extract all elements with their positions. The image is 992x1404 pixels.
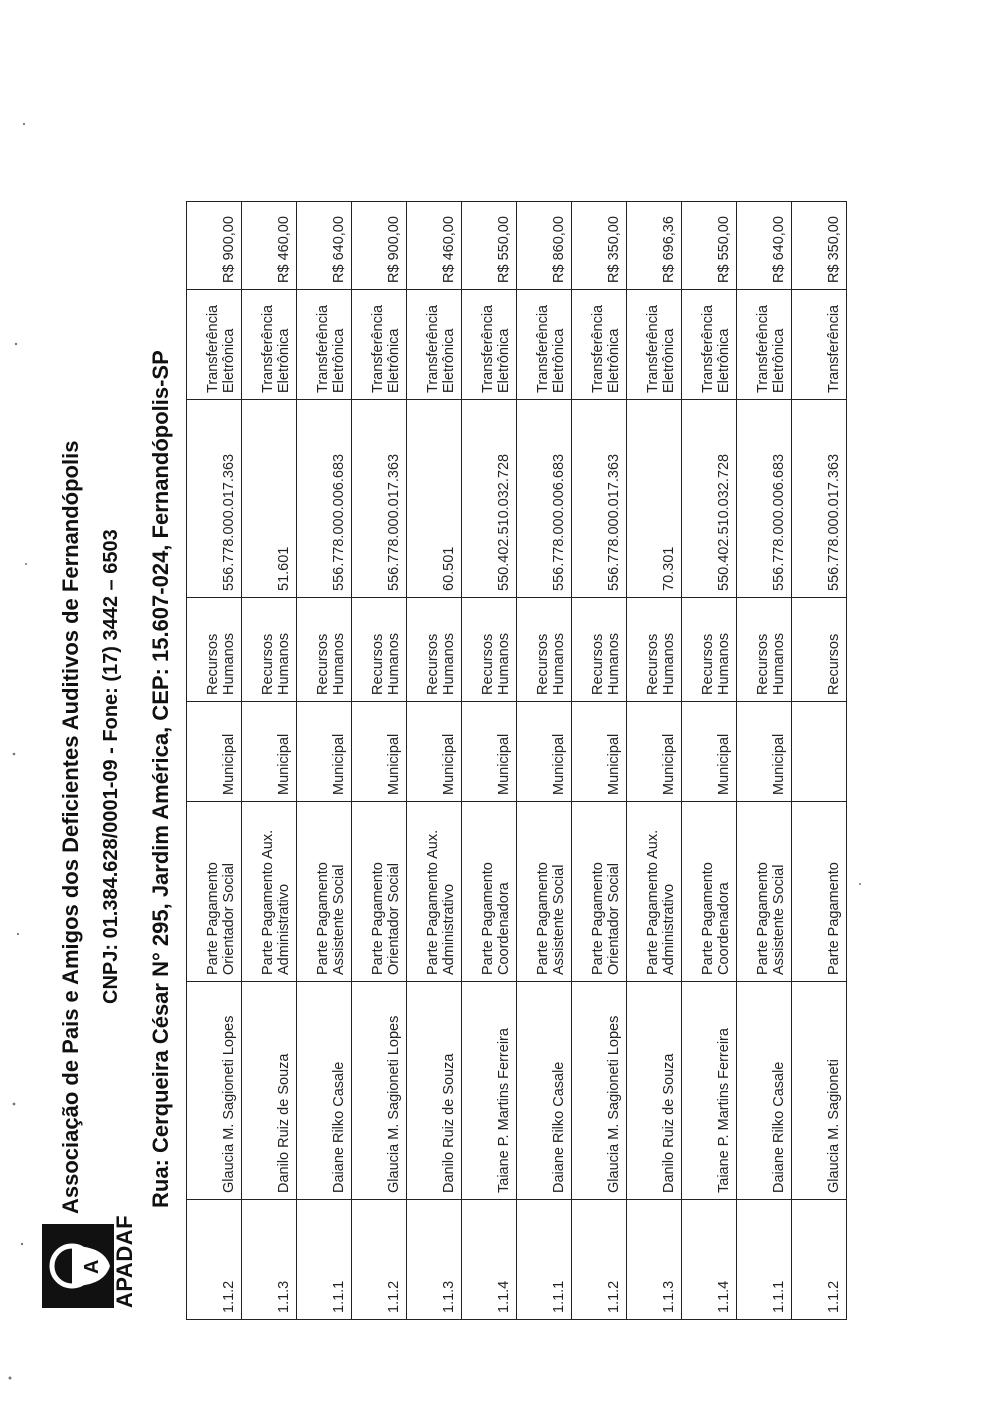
funding-sphere: Municipal xyxy=(462,702,517,802)
amount: R$ 696,36 xyxy=(627,202,682,290)
item-number: 1.1.4 xyxy=(682,1200,737,1320)
payee-name: Taiane P. Martins Ferreira xyxy=(682,982,737,1200)
expense-category: Recursos Humanos xyxy=(297,598,352,702)
item-number: 1.1.2 xyxy=(792,1200,847,1320)
payment-method: Transferência xyxy=(792,290,847,400)
document-number: 556.778.000.017.363 xyxy=(187,400,242,598)
payee-name: Danilo Ruiz de Souza xyxy=(407,982,462,1200)
payee-name: Glaucia M. Sagioneti Lopes xyxy=(572,982,627,1200)
amount: R$ 640,00 xyxy=(297,202,352,290)
amount: R$ 900,00 xyxy=(187,202,242,290)
document-number: 51.601 xyxy=(242,400,297,598)
payment-method: Transferência Eletrônica xyxy=(297,290,352,400)
payee-name: Daiane Rilko Casale xyxy=(517,982,572,1200)
funding-sphere: Municipal xyxy=(517,702,572,802)
document-number: 550.402.510.032.728 xyxy=(462,400,517,598)
payee-name: Danilo Ruiz de Souza xyxy=(627,982,682,1200)
description: Parte Pagamento Orientador Social xyxy=(187,802,242,982)
description: Parte Pagamento Assistente Social xyxy=(297,802,352,982)
cnpj-phone: CNPJ: 01.384.628/0001-09 - Fone: (17) 3442 – 6503 xyxy=(100,529,122,1004)
amount: R$ 900,00 xyxy=(352,202,407,290)
payee-name: Taiane P. Martins Ferreira xyxy=(462,982,517,1200)
payee-name: Glaucia M. Sagioneti Lopes xyxy=(352,982,407,1200)
payment-method: Transferência Eletrônica xyxy=(407,290,462,400)
item-number: 1.1.2 xyxy=(187,1200,242,1320)
description: Parte Pagamento Coordenadora xyxy=(462,802,517,982)
expense-category: Recursos Humanos xyxy=(352,598,407,702)
item-number: 1.1.3 xyxy=(627,1200,682,1320)
payment-method: Transferência Eletrônica xyxy=(682,290,737,400)
amount: R$ 350,00 xyxy=(572,202,627,290)
item-number: 1.1.3 xyxy=(242,1200,297,1320)
expense-category: Recursos Humanos xyxy=(517,598,572,702)
payment-method: Transferência Eletrônica xyxy=(572,290,627,400)
funding-sphere: Municipal xyxy=(352,702,407,802)
document-number: 556.778.000.017.363 xyxy=(572,400,627,598)
organization-name: Associação de Pais e Amigos dos Deficientes Auditivos de Fernandópolis xyxy=(58,440,83,1214)
expense-category: Recursos Humanos xyxy=(627,598,682,702)
amount: R$ 550,00 xyxy=(462,202,517,290)
funding-sphere: Municipal xyxy=(297,702,352,802)
item-number: 1.1.2 xyxy=(352,1200,407,1320)
item-number: 1.1.1 xyxy=(737,1200,792,1320)
expense-category: Recursos Humanos xyxy=(682,598,737,702)
description: Parte Pagamento Coordenadora xyxy=(682,802,737,982)
document-number: 60.501 xyxy=(407,400,462,598)
document-number: 556.778.000.006.683 xyxy=(517,400,572,598)
document-number: 556.778.000.006.683 xyxy=(737,400,792,598)
funding-sphere: Municipal xyxy=(682,702,737,802)
description: Parte Pagamento Aux. Administrativo xyxy=(627,802,682,982)
payment-method: Transferência Eletrônica xyxy=(462,290,517,400)
payee-name: Glaucia M. Sagioneti xyxy=(792,982,847,1200)
description: Parte Pagamento Aux. Administrativo xyxy=(407,802,462,982)
funding-sphere: Municipal xyxy=(187,702,242,802)
expense-category: Recursos Humanos xyxy=(187,598,242,702)
document-number: 556.778.000.017.363 xyxy=(792,400,847,598)
amount: R$ 550,00 xyxy=(682,202,737,290)
payment-method: Transferência Eletrônica xyxy=(627,290,682,400)
item-number: 1.1.4 xyxy=(462,1200,517,1320)
payment-method: Transferência Eletrônica xyxy=(242,290,297,400)
payment-method: Transferência Eletrônica xyxy=(517,290,572,400)
document-number: 550.402.510.032.728 xyxy=(682,400,737,598)
item-number: 1.1.2 xyxy=(572,1200,627,1320)
expense-category: Recursos Humanos xyxy=(737,598,792,702)
amount: R$ 460,00 xyxy=(242,202,297,290)
expense-category: Recursos Humanos xyxy=(572,598,627,702)
funding-sphere: Municipal xyxy=(407,702,462,802)
expense-category: Recursos Humanos xyxy=(462,598,517,702)
payee-name: Daiane Rilko Casale xyxy=(297,982,352,1200)
expense-category: Recursos Humanos xyxy=(242,598,297,702)
logo-wordmark: APADAF xyxy=(112,1214,137,1308)
description: Parte Pagamento Orientador Social xyxy=(572,802,627,982)
address: Rua: Cerqueira César N° 295, Jardim América, CEP: 15.607-024, Fernandópolis-SP xyxy=(148,350,173,1208)
expense-category: Recursos Humanos xyxy=(407,598,462,702)
document-number: 556.778.000.006.683 xyxy=(297,400,352,598)
amount: R$ 460,00 xyxy=(407,202,462,290)
description: Parte Pagamento xyxy=(792,802,847,982)
funding-sphere: Municipal xyxy=(737,702,792,802)
payee-name: Daiane Rilko Casale xyxy=(737,982,792,1200)
svg-text:A: A xyxy=(81,1259,103,1274)
payee-name: Glaucia M. Sagioneti Lopes xyxy=(187,982,242,1200)
description: Parte Pagamento Assistente Social xyxy=(737,802,792,982)
description: Parte Pagamento Aux. Administrativo xyxy=(242,802,297,982)
funding-sphere: Municipal xyxy=(627,702,682,802)
funding-sphere: Municipal xyxy=(242,702,297,802)
description: Parte Pagamento Orientador Social xyxy=(352,802,407,982)
document-number: 556.778.000.017.363 xyxy=(352,400,407,598)
expense-category: Recursos xyxy=(792,598,847,702)
document-number: 70.301 xyxy=(627,400,682,598)
funding-sphere: Municipal xyxy=(572,702,627,802)
payment-method: Transferência Eletrônica xyxy=(737,290,792,400)
description: Parte Pagamento Assistente Social xyxy=(517,802,572,982)
payee-name: Danilo Ruiz de Souza xyxy=(242,982,297,1200)
amount: R$ 640,00 xyxy=(737,202,792,290)
item-number: 1.1.1 xyxy=(297,1200,352,1320)
amount: R$ 860,00 xyxy=(517,202,572,290)
payment-method: Transferência Eletrônica xyxy=(187,290,242,400)
amount: R$ 350,00 xyxy=(792,202,847,290)
item-number: 1.1.3 xyxy=(407,1200,462,1320)
payment-method: Transferência Eletrônica xyxy=(352,290,407,400)
item-number: 1.1.1 xyxy=(517,1200,572,1320)
